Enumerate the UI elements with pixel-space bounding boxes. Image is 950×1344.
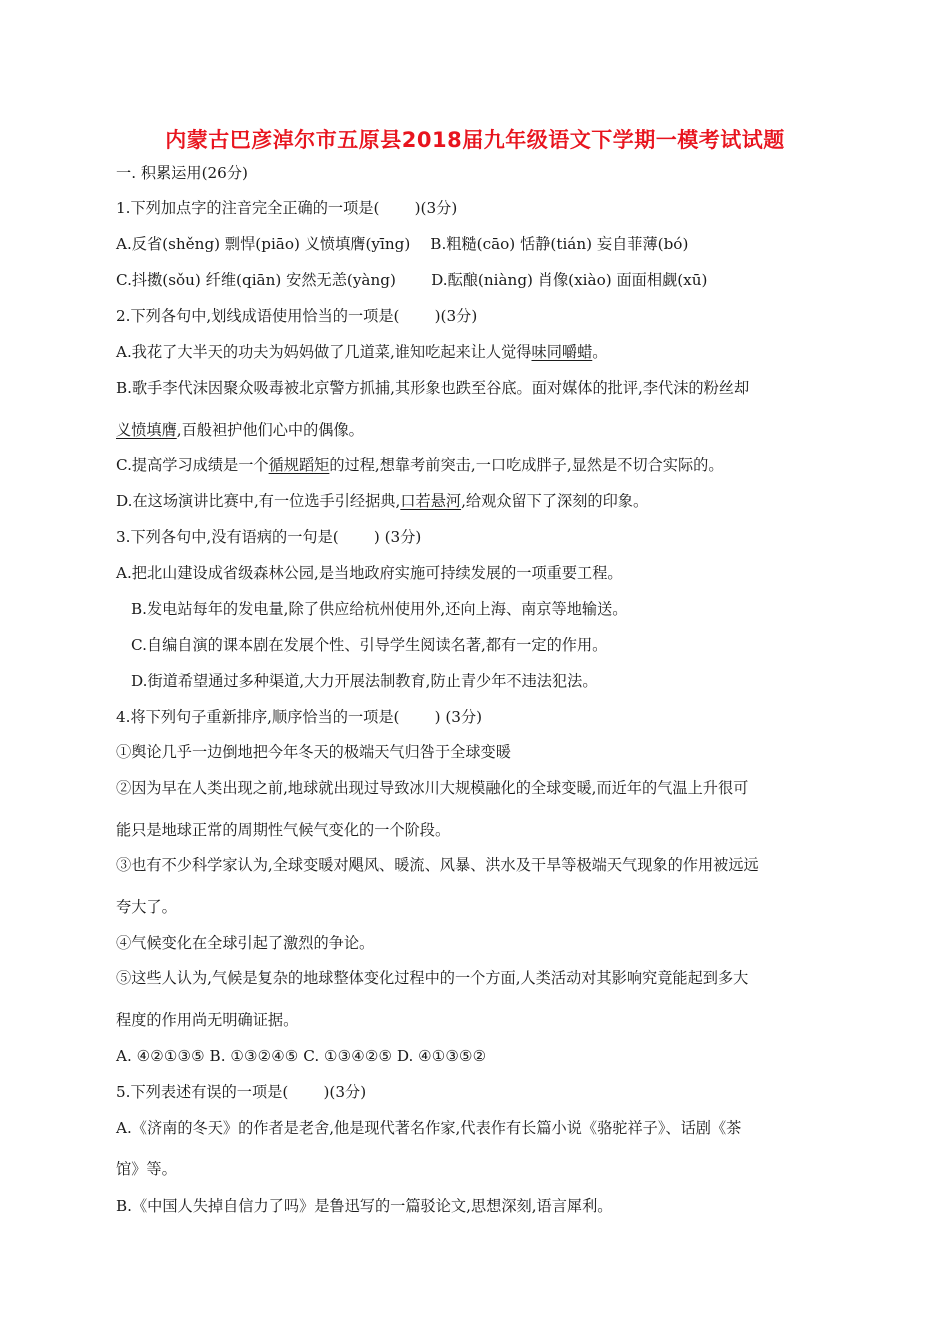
page-title: 内蒙古巴彦淖尔市五原县2018届九年级语文下学期一模考试试题 — [165, 128, 785, 152]
question-4-options: A. ④②①③⑤ B. ①③②④⑤ C. ①③④②⑤ D. ④①③⑤② — [116, 1047, 487, 1065]
question-4-sentence-5-cont: 程度的作用尚无明确证据。 — [116, 1011, 299, 1029]
section-heading: 一. 积累运用(26分) — [116, 164, 248, 182]
question-3-option-a: A.把北山建设成省级森林公园,是当地政府实施可持续发展的一项重要工程。 — [116, 564, 623, 582]
question-1-options-ab: A.反省(shěng) 剽悍(piāo) 义愤填膺(yīng) B.粗糙(cāo) 恬静(tián) 妄自菲薄(bó) — [116, 235, 689, 253]
question-4-sentence-1: ①舆论几乎一边倒地把今年冬天的极端天气归咎于全球变暖 — [116, 743, 511, 761]
question-2-option-c: C.提高学习成绩是一个循规蹈矩的过程,想靠考前突击,一口吃成胖子,显然是不切合实际的。 — [116, 456, 724, 474]
question-4-sentence-4: ④气候变化在全球引起了激烈的争论。 — [116, 934, 375, 952]
question-2-option-d: D.在这场演讲比赛中,有一位选手引经据典,口若悬河,给观众留下了深刻的印象。 — [116, 492, 649, 510]
question-5-option-a-cont: 馆》等。 — [116, 1160, 177, 1178]
underlined-idiom: 味同嚼蜡 — [531, 343, 593, 361]
question-3-stem: 3.下列各句中,没有语病的一句是( ) (3分) — [116, 528, 422, 546]
underlined-idiom: 口若悬河 — [400, 492, 462, 510]
question-2-option-b: B.歌手李代沫因聚众吸毒被北京警方抓捕,其形象也跌至谷底。面对媒体的批评,李代沫的粉丝却 — [116, 379, 750, 397]
question-2-stem: 2.下列各句中,划线成语使用恰当的一项是( )(3分) — [116, 307, 478, 325]
question-4-sentence-2: ②因为早在人类出现之前,地球就出现过导致冰川大规模融化的全球变暖,而近年的气温上升很可 — [116, 779, 749, 797]
question-2-option-a: A.我花了大半天的功夫为妈妈做了几道菜,谁知吃起来让人觉得味同嚼蜡。 — [116, 343, 608, 361]
question-2-option-b-cont: 义愤填膺,百般袒护他们心中的偶像。 — [116, 421, 364, 439]
question-4-sentence-2-cont: 能只是地球正常的周期性气候气变化的一个阶段。 — [116, 821, 451, 839]
question-1-stem: 1.下列加点字的注音完全正确的一项是( )(3分) — [116, 199, 458, 217]
question-5-option-a: A.《济南的冬天》的作者是老舍,他是现代著名作家,代表作有长篇小说《骆驼祥子》、话剧《茶 — [116, 1119, 742, 1137]
underlined-idiom: 义愤填膺 — [116, 421, 177, 439]
question-1-options-cd: C.抖擞(sǒu) 纤维(qiān) 安然无恙(yàng) D.酝酿(niàng) 肖像(xiào) 面面相觑(xū) — [116, 271, 708, 289]
question-4-stem: 4.将下列句子重新排序,顺序恰当的一项是( ) (3分) — [116, 708, 483, 726]
question-4-sentence-3-cont: 夸大了。 — [116, 898, 177, 916]
question-5-stem: 5.下列表述有误的一项是( )(3分) — [116, 1083, 367, 1101]
question-4-sentence-3: ③也有不少科学家认为,全球变暖对飓风、暖流、风暴、洪水及干旱等极端天气现象的作用被远远 — [116, 856, 759, 874]
question-5-option-b: B.《中国人失掉自信力了吗》是鲁迅写的一篇驳论文,思想深刻,语言犀利。 — [116, 1197, 613, 1215]
underlined-idiom: 循规蹈矩 — [268, 456, 330, 474]
question-3-option-b: B.发电站每年的发电量,除了供应给杭州使用外,还向上海、南京等地输送。 — [131, 600, 628, 618]
question-4-sentence-5: ⑤这些人认为,气候是复杂的地球整体变化过程中的一个方面,人类活动对其影响究竟能起到多大 — [116, 969, 749, 987]
question-3-option-d: D.街道希望通过多种渠道,大力开展法制教育,防止青少年不违法犯法。 — [131, 672, 598, 690]
question-3-option-c: C.自编自演的课本剧在发展个性、引导学生阅读名著,都有一定的作用。 — [131, 636, 608, 654]
